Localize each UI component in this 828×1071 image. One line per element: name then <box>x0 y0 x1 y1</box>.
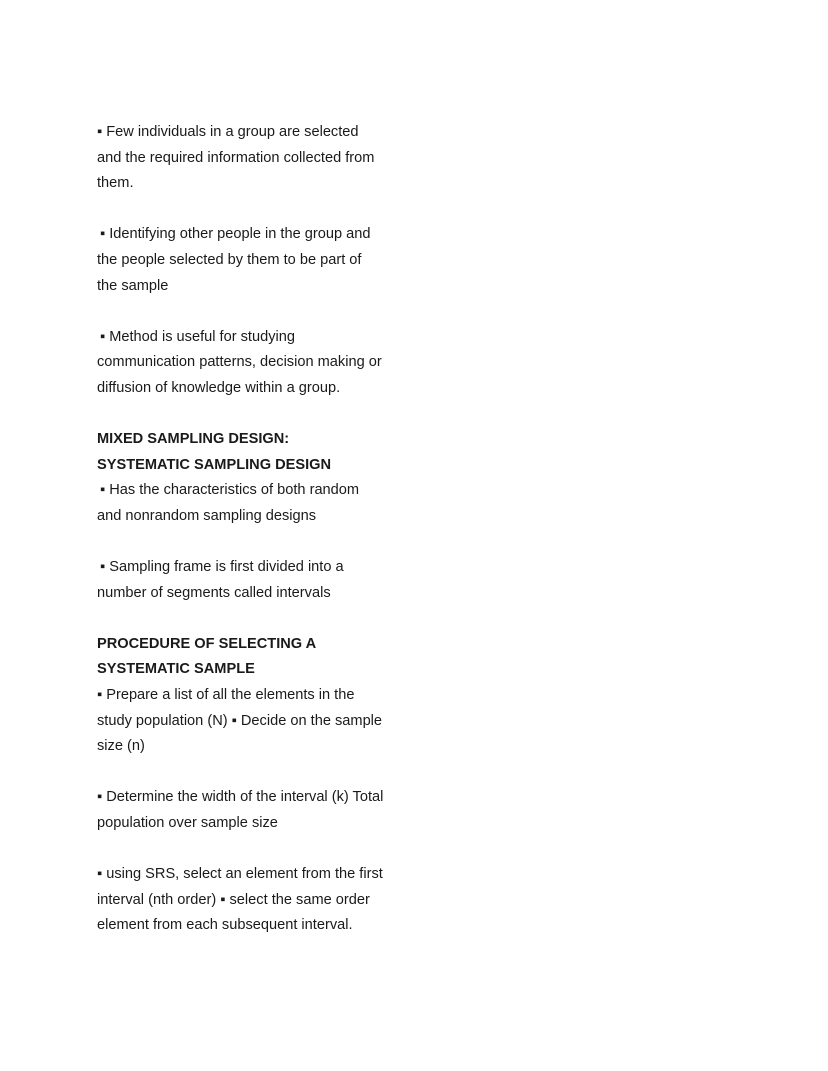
text-line: diffusion of knowledge within a group. <box>97 379 341 396</box>
text-line: communication patterns, decision making or <box>97 354 382 371</box>
bullet-paragraph-1 <box>97 120 397 197</box>
text-line: ▪ Has the characteristics of both random <box>100 482 360 499</box>
text-line: ▪ using SRS, select an element from the first <box>97 866 383 883</box>
heading-line: SYSTEMATIC SAMPLING DESIGN <box>97 456 332 473</box>
text-line: element from each subsequent interval. <box>97 917 353 934</box>
bullet-paragraph-7 <box>97 785 397 836</box>
text-line: ▪ Prepare a list of all the elements in the <box>97 687 355 704</box>
text-line: population over sample size <box>97 815 278 832</box>
heading-line: PROCEDURE OF SELECTING A <box>97 635 317 652</box>
bullet-paragraph-3 <box>97 325 397 402</box>
text-line: size (n) <box>97 738 145 755</box>
text-line: the sample <box>97 277 169 294</box>
text-line: ▪ Sampling frame is first divided into a <box>100 559 344 576</box>
text-line: them. <box>97 175 134 192</box>
text-line: and nonrandom sampling designs <box>97 507 317 524</box>
text-line: and the required information collected from <box>97 149 375 166</box>
bullet-paragraph-2 <box>97 222 397 299</box>
section-heading-procedure <box>97 632 397 683</box>
text-line: number of segments called intervals <box>97 584 331 601</box>
text-line: ▪ Few individuals in a group are selected <box>97 124 359 140</box>
bullet-paragraph-8 <box>97 862 397 939</box>
text-line: ▪ Method is useful for studying <box>100 328 295 345</box>
heading-line: MIXED SAMPLING DESIGN: <box>97 431 290 448</box>
text-line: the people selected by them to be part of <box>97 251 362 268</box>
document-page <box>97 120 397 939</box>
bullet-paragraph-5 <box>97 555 397 606</box>
text-line: ▪ Determine the width of the interval (k) Total <box>97 789 384 806</box>
bullet-paragraph-6 <box>97 683 397 760</box>
text-line: interval (nth order) ▪ select the same order <box>97 891 370 908</box>
text-line: ▪ Identifying other people in the group and <box>100 226 371 243</box>
section-heading-mixed-sampling <box>97 427 397 478</box>
heading-line: SYSTEMATIC SAMPLE <box>97 661 255 678</box>
bullet-paragraph-4 <box>97 478 397 529</box>
text-line: study population (N) ▪ Decide on the sample <box>97 712 383 729</box>
